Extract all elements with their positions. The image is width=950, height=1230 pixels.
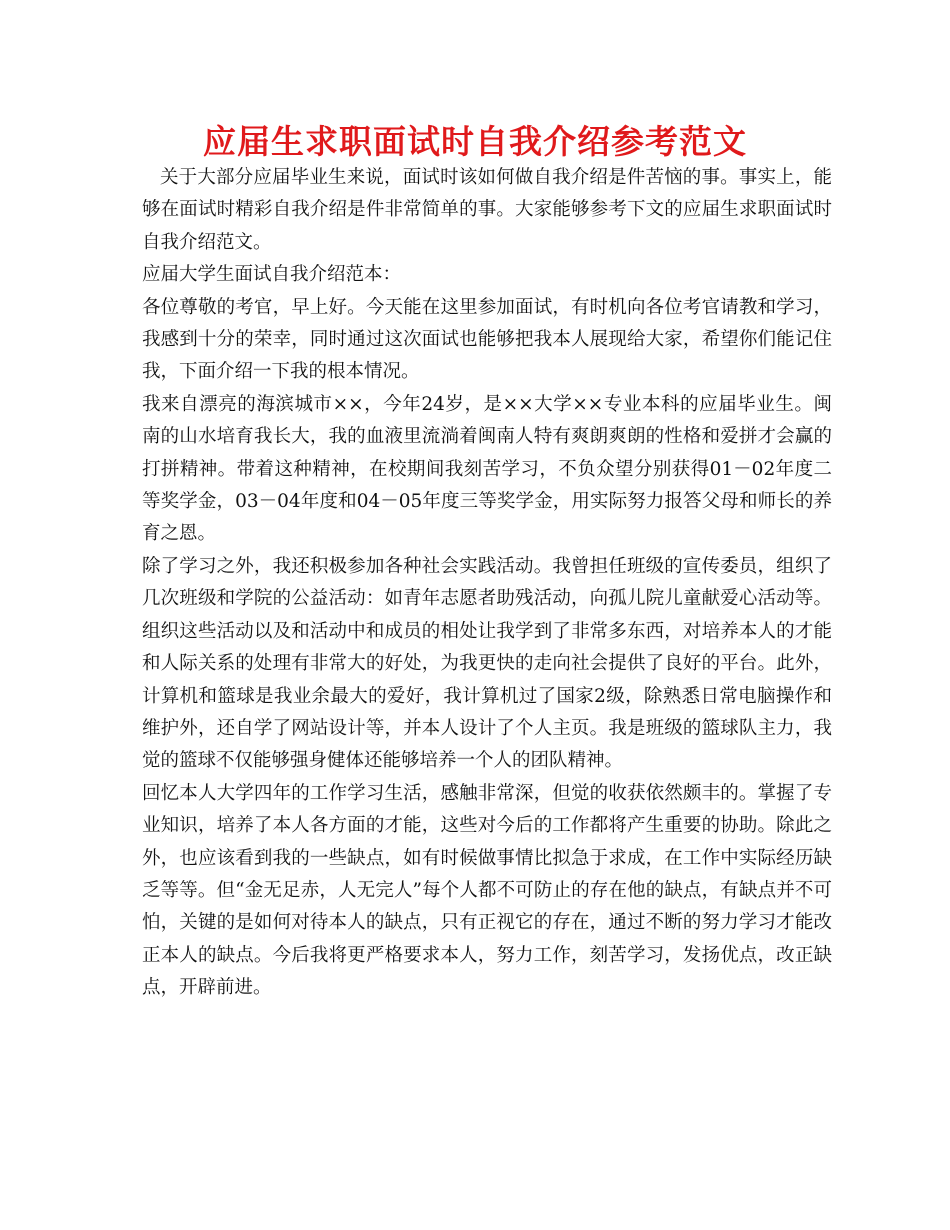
background-paragraph: 我来自漂亮的海滨城市××，今年24岁，是××大学××专业本科的应届毕业生。闽南的山水培育我长大，我的血液里流淌着闽南人特有爽朗爽朗的性格和爱拼才会赢的打拼精神。带着这种精神，在校期间我刻苦学习，不负众望分别获得01－02年度二等奖学金，03－04年度和04－05年度三等奖学金，用实际努力报答父母和师长的养育之恩。 [142,393,832,545]
greeting-paragraph: 各位尊敬的考官，早上好。今天能在这里参加面试，有时机向各位考官请教和学习，我感到十分的荣幸，同时通过这次面试也能够把我本人展现给大家，希望你们能记住我，下面介绍一下我的根本情况。 [142,296,832,383]
activities-paragraph: 除了学习之外，我还积极参加各种社会实践活动。我曾担任班级的宣传委员，组织了几次班级和学院的公益活动：如青年志愿者助残活动，向孤儿院儿童献爱心活动等。组织这些活动以及和活动中和成员的相处让我学到了非常多东西，对培养本人的才能和人际关系的处理有非常大的好处，为我更快的走向社会提供了良好的平台。此外，计算机和篮球是我业余最大的爱好，我计算机过了国家2级，除熟悉日常电脑操作和维护外，还自学了网站设计等，并本人设计了个人主页。我是班级的篮球队主力，我觉的篮球不仅能够强身健体还能够培养一个人的团队精神。 [142,555,832,772]
document-body [142,162,832,1005]
intro-paragraph: 关于大部分应届毕业生来说，面试时该如何做自我介绍是件苦恼的事。事实上，能够在面试时精彩自我介绍是件非常简单的事。大家能够参考下文的应届生求职面试时自我介绍范文。 [142,167,832,253]
reflection-paragraph: 回忆本人大学四年的工作学习生活，感触非常深，但觉的收获依然颇丰的。掌握了专业知识，培养了本人各方面的才能，这些对今后的工作都将产生重要的协助。除此之外，也应该看到我的一些缺点，如有时候做事情比拟急于求成，在工作中实际经历缺乏等等。但“金无足赤，人无完人”每个人都不可防止的存在他的缺点，有缺点并不可怕，关键的是如何对待本人的缺点，只有正视它的存在，通过不断的努力学习才能改正本人的缺点。今后我将更严格要求本人，努力工作，刻苦学习，发扬优点，改正缺点，开辟前进。 [142,782,832,999]
document-title: 应届生求职面试时自我介绍参考范文 [203,122,747,161]
sample-heading: 应届大学生面试自我介绍范本： [142,264,402,286]
